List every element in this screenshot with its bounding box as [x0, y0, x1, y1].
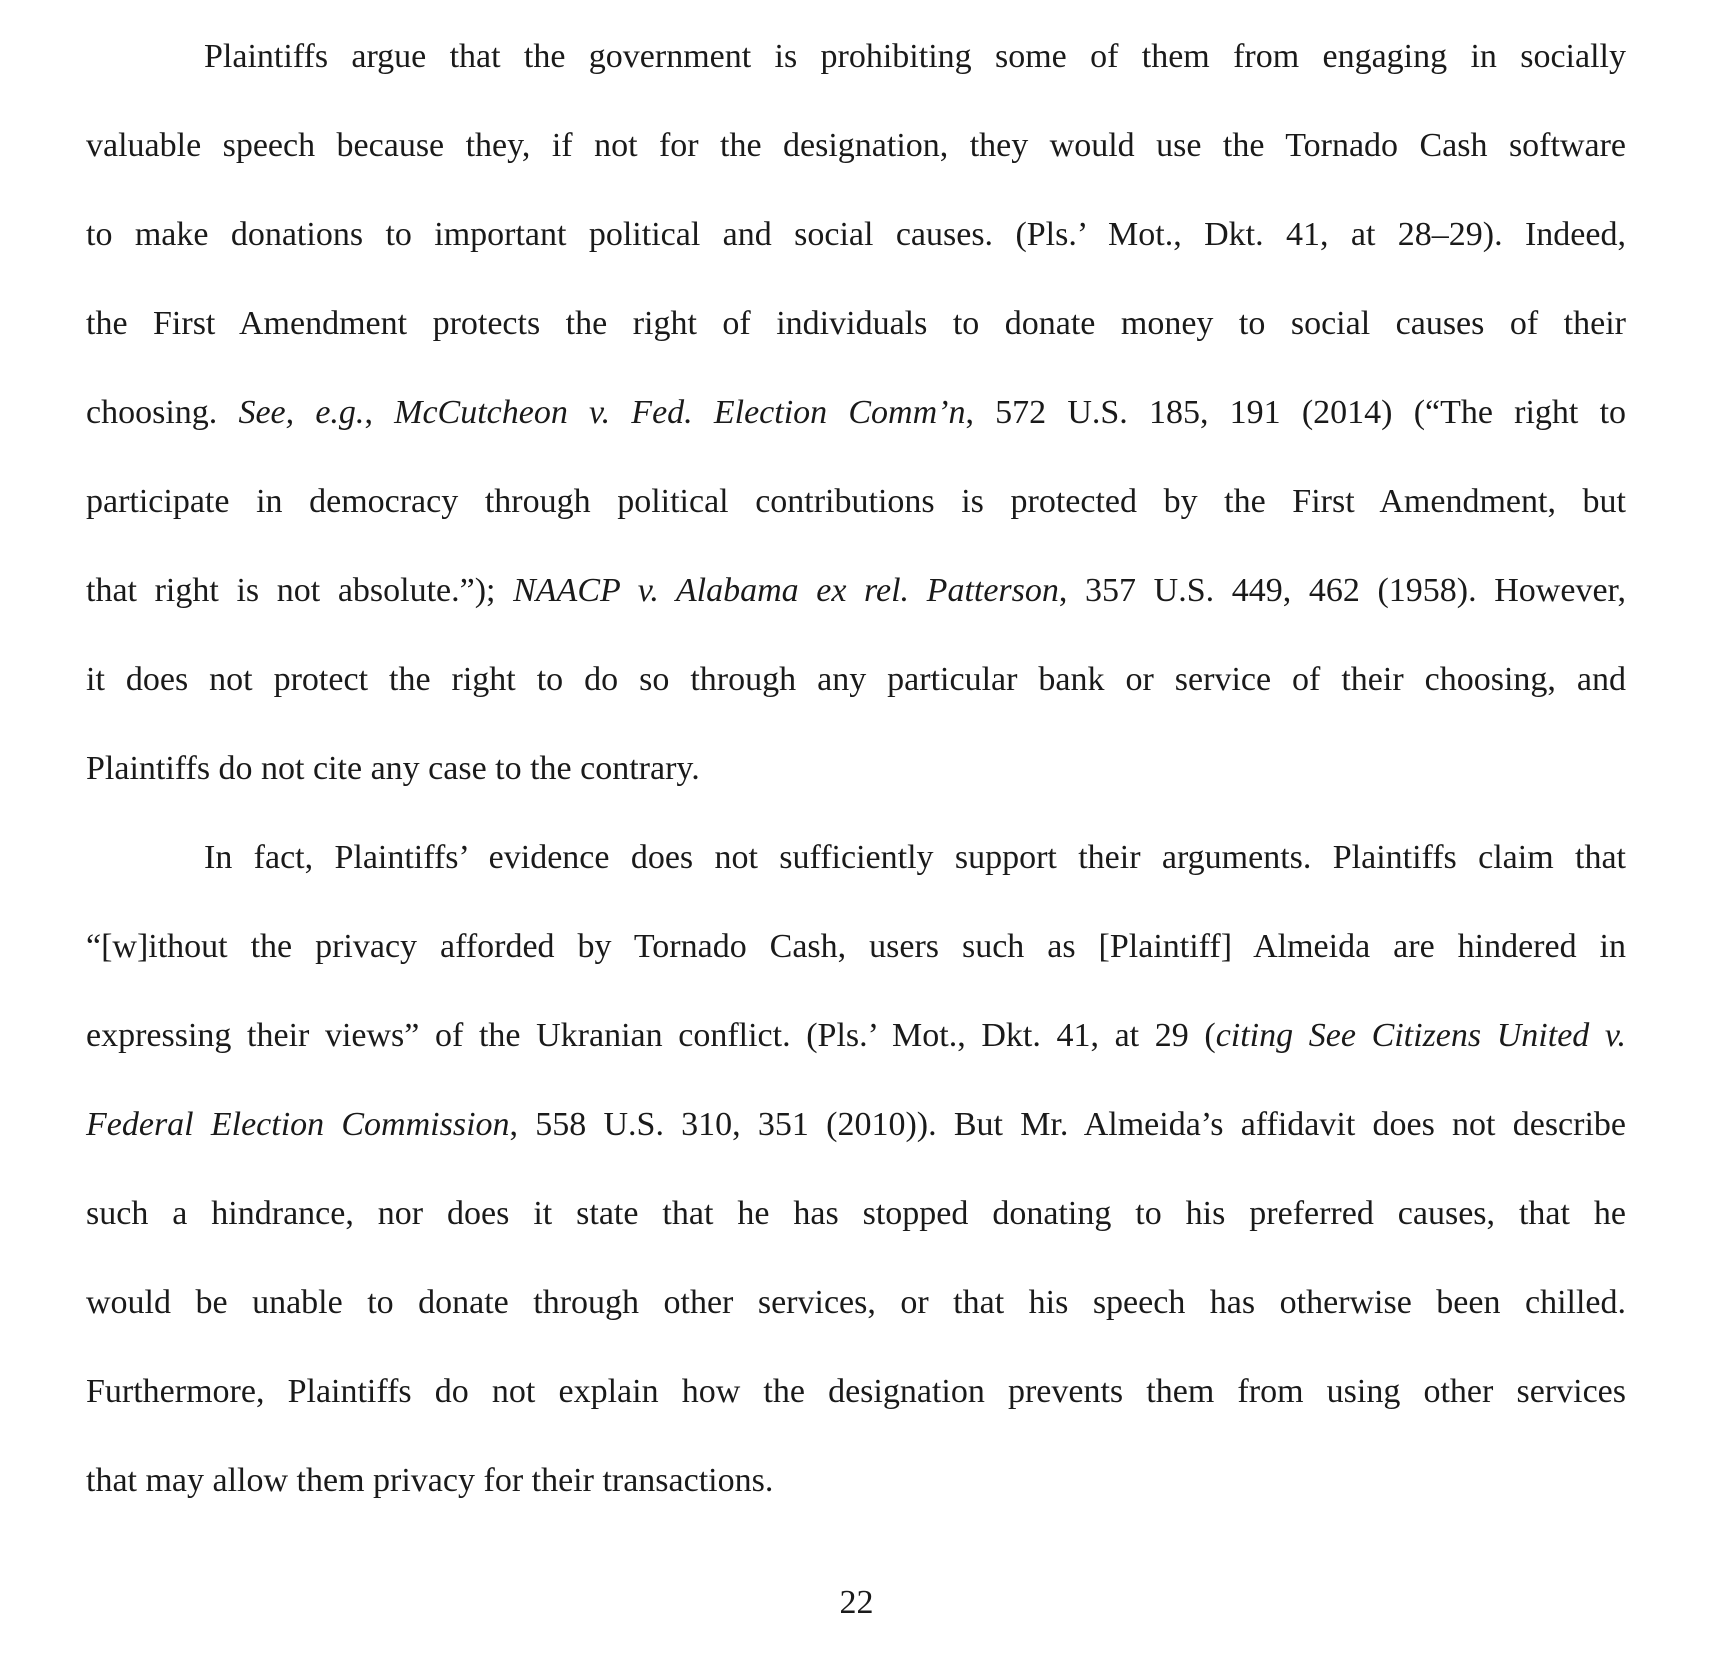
text-line [86, 647, 1626, 736]
text-run: choosing. [86, 394, 239, 431]
document-body [86, 24, 1626, 1537]
text-run: to make donations to important political and social causes. (Pls.’ Mot., Dkt. 41, at 28–29). Indeed, [86, 216, 1626, 253]
text-line [86, 291, 1626, 380]
text-run: the First Amendment protects the right of individuals to donate money to social causes of their [86, 305, 1626, 342]
text-line [86, 1092, 1626, 1181]
text-line [86, 1448, 1626, 1537]
text-run: it does not protect the right to do so through any particular bank or service of their choosing, and [86, 661, 1626, 698]
text-run: valuable speech because they, if not for the designation, they would use the Tornado Cash software [86, 127, 1626, 164]
text-line [86, 113, 1626, 202]
page-number: 22 [839, 1584, 874, 1621]
italic-citation-text: citing See Citizens United v. [1215, 1017, 1626, 1054]
text-line [86, 825, 1626, 914]
text-run: , 558 U.S. 310, 351 (2010)). But Mr. Almeida’s affidavit does not describe [509, 1106, 1627, 1143]
text-line [86, 1181, 1626, 1270]
text-line [86, 202, 1626, 291]
text-run: that right is not absolute.”); [86, 572, 514, 609]
text-line [86, 1359, 1626, 1448]
text-run: participate in democracy through political contributions is protected by the First Amendment, but [86, 483, 1626, 520]
paragraph-2 [86, 825, 1626, 1537]
text-line [86, 1003, 1626, 1092]
italic-citation-text: See, e.g. [238, 394, 365, 431]
text-line [86, 24, 1626, 113]
text-run: “[w]ithout the privacy afforded by Tornado Cash, users such as [Plaintiff] Almeida are hindered in [86, 928, 1626, 965]
text-line [86, 914, 1626, 1003]
text-line [86, 736, 1626, 825]
text-run: that may allow them privacy for their transactions. [86, 1462, 774, 1499]
text-run: Furthermore, Plaintiffs do not explain how the designation prevents them from using other services [86, 1373, 1626, 1410]
text-line [86, 380, 1626, 469]
text-line [86, 558, 1626, 647]
text-run: Plaintiffs do not cite any case to the contrary. [86, 750, 700, 787]
text-run: would be unable to donate through other services, or that his speech has otherwise been chilled. [86, 1284, 1626, 1321]
text-line [86, 1270, 1626, 1359]
text-run: , 357 U.S. 449, 462 (1958). However, [1058, 572, 1627, 609]
paragraph-1 [86, 24, 1626, 825]
text-run: Plaintiffs argue that the government is prohibiting some of them from engaging in socially [204, 38, 1626, 75]
text-run: , 572 U.S. 185, 191 (2014) (“The right to [965, 394, 1627, 431]
text-run: , [364, 394, 395, 431]
text-run: In fact, Plaintiffs’ evidence does not sufficiently support their arguments. Plaintiffs claim that [204, 839, 1626, 876]
text-run: such a hindrance, nor does it state that he has stopped donating to his preferred causes, that he [86, 1195, 1626, 1232]
text-line [86, 469, 1626, 558]
text-run: expressing their views” of the Ukranian conflict. (Pls.’ Mot., Dkt. 41, at 29 ( [86, 1017, 1216, 1054]
italic-citation-text: Federal Election Commission [86, 1106, 510, 1143]
italic-citation-text: NAACP v. Alabama ex rel. Patterson [513, 572, 1059, 609]
italic-citation-text: McCutcheon v. Fed. Election Comm’n [394, 394, 966, 431]
